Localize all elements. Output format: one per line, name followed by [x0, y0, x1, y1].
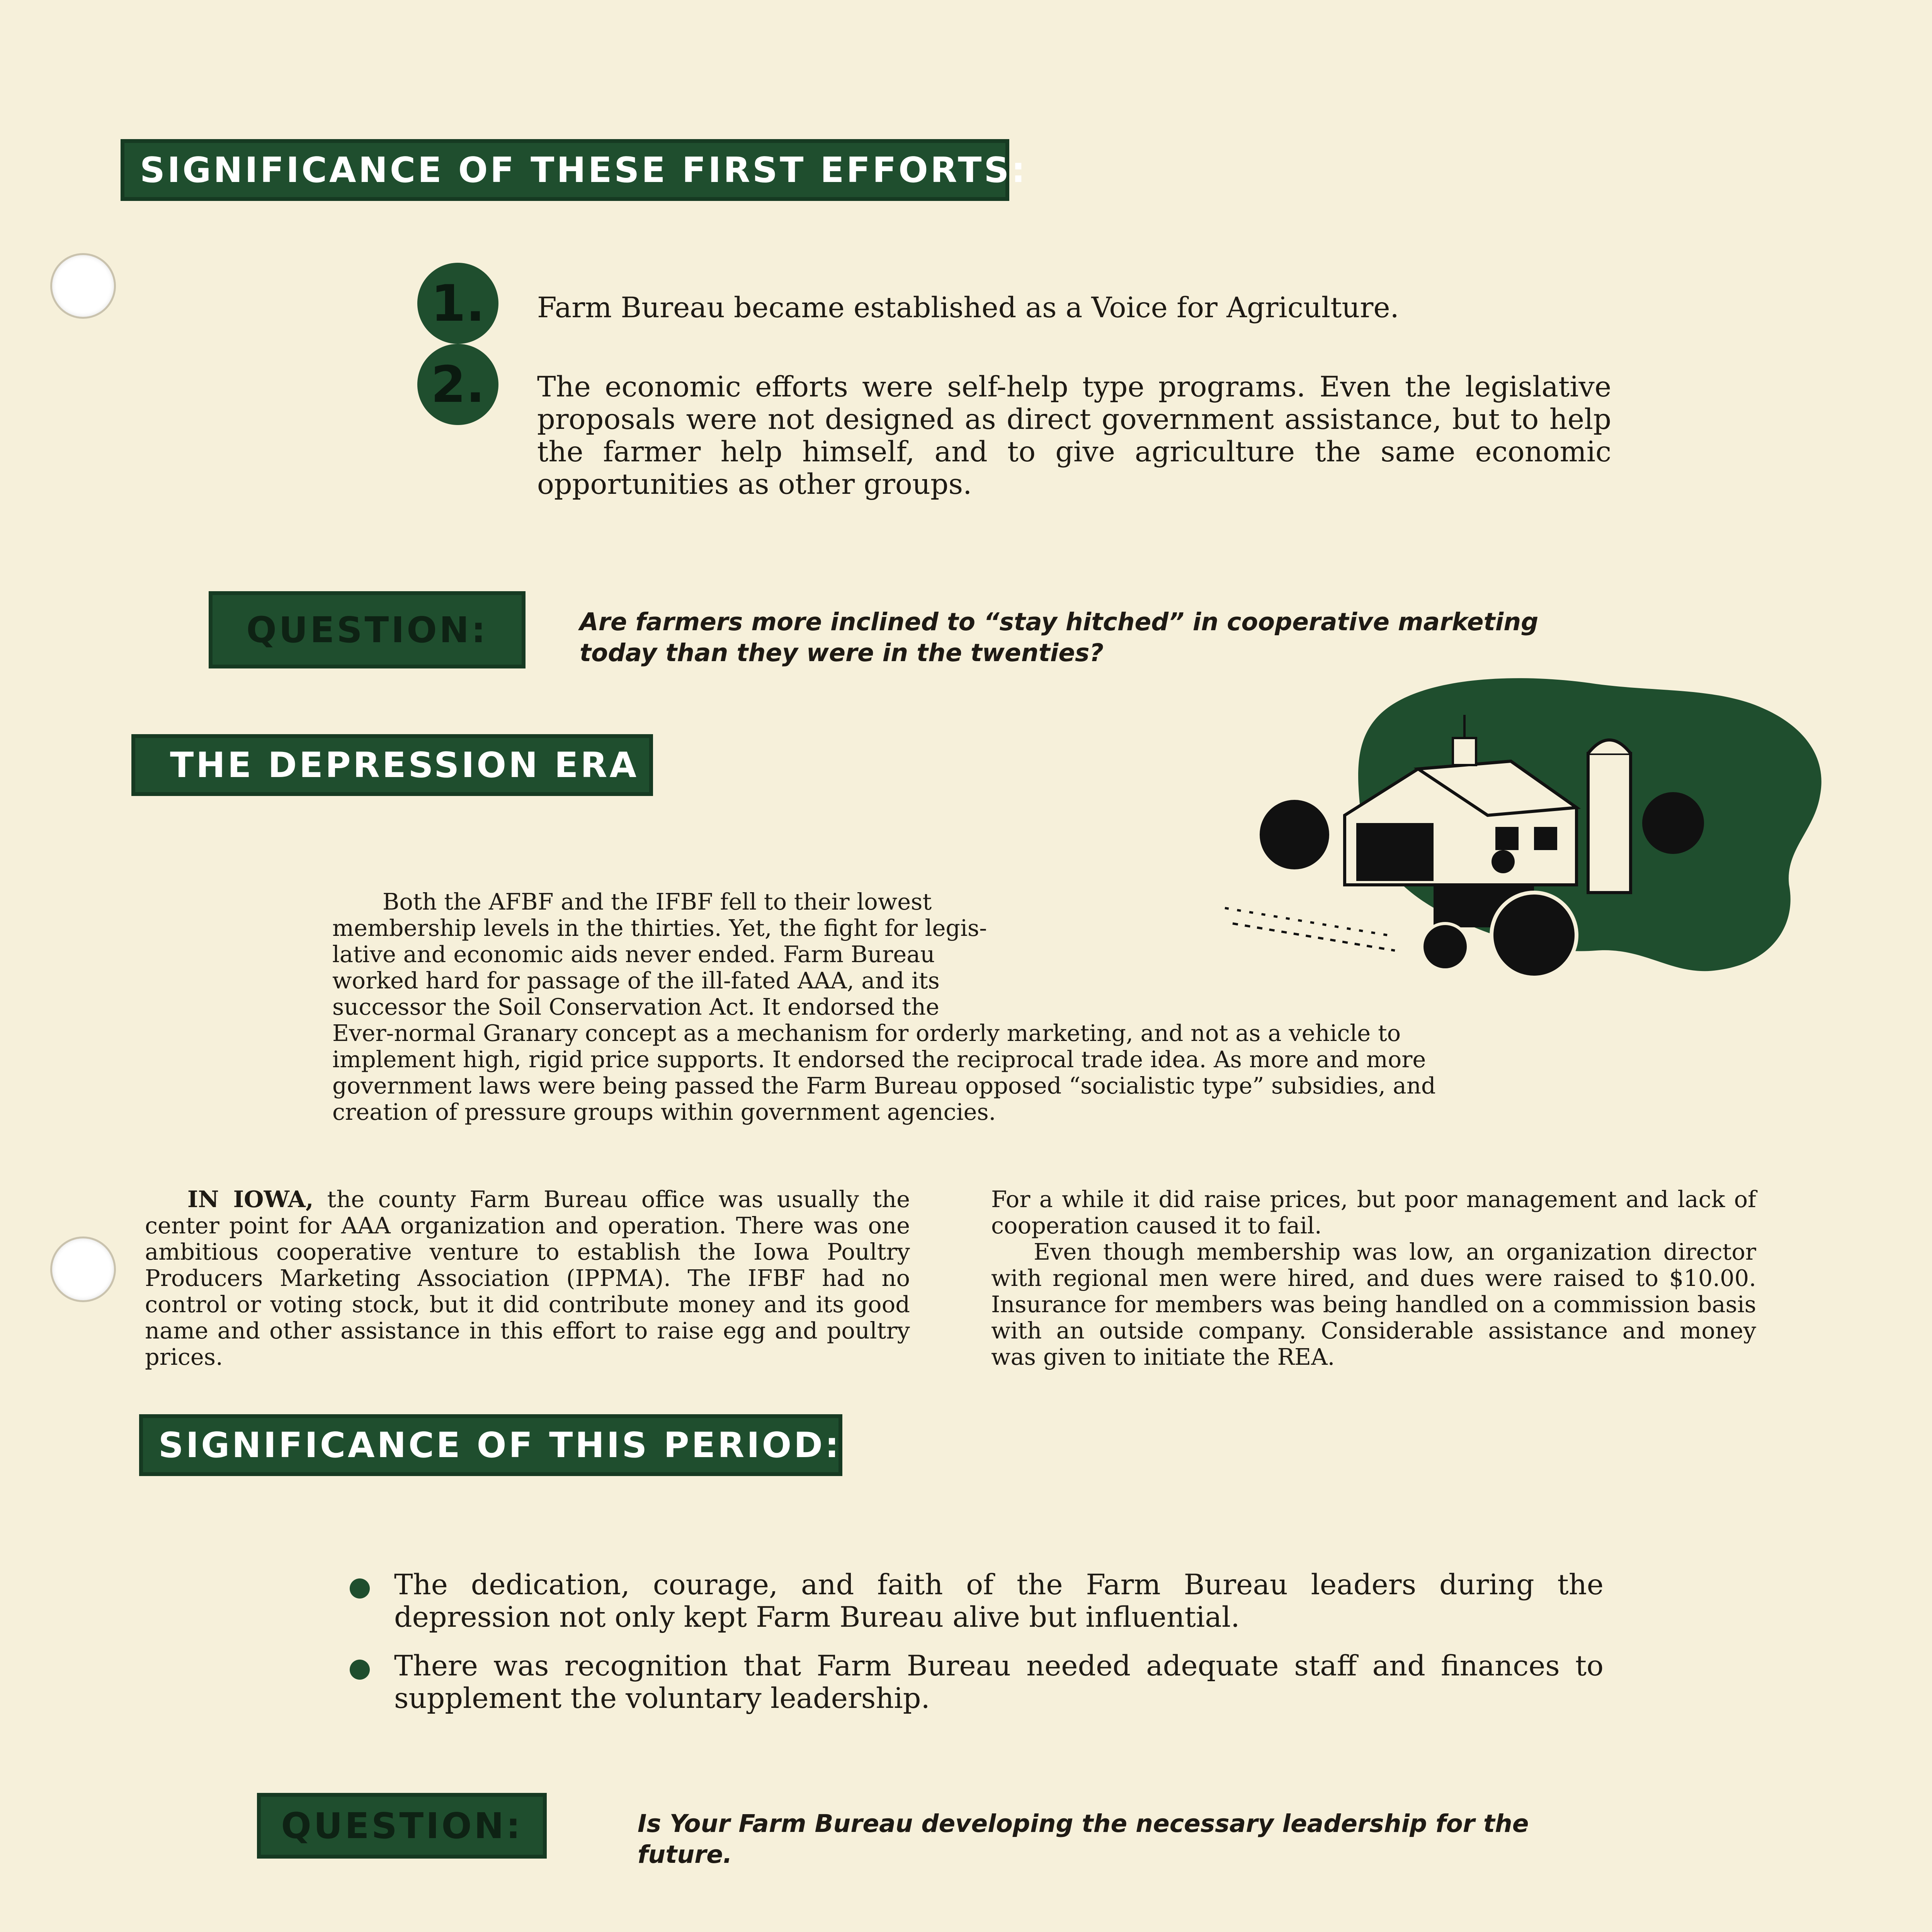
question-label-2	[257, 1793, 547, 1859]
iowa-left-text: the county Farm Bureau office was usually the center point for AAA organization and operation. There was one ambitious cooperative venture to establish the Iowa Poultry Producers Marketing Association (IPPMA). The IFBF had no control or voting stock, but it did contribute money and its good name and other assistance in this effort to raise egg and poultry prices.	[145, 1186, 910, 1370]
depression-line-7: implement high, rigid price supports. It endorsed the reciprocal trade idea. As more and more	[332, 1046, 1426, 1073]
heading-first-efforts	[121, 139, 1028, 201]
period-bullet-1: The dedication, courage, and faith of the Farm Bureau leaders during the depression not only kept Farm Bureau alive but influential.	[394, 1568, 1604, 1634]
heading-depression-era-text: THE DEPRESSION ERA	[170, 745, 639, 786]
first-effort-item-1: Farm Bureau became established as a Voice for Agriculture.	[537, 291, 1399, 324]
bullet-dot-1	[350, 1578, 370, 1599]
depression-line-3: lative and economic aids never ended. Farm Bureau	[332, 941, 935, 968]
first-effort-item-2: The economic efforts were self-help type programs. Even the legislative proposals were not designed as direct government assistance, but to help the farmer help himself, and to give agriculture the same economic opportunities as other groups.	[537, 371, 1611, 501]
number-2-label: 2.	[431, 355, 485, 414]
number-1-label: 1.	[431, 274, 485, 333]
question-1-text: Are farmers more inclined to “stay hitched” in cooperative marketing today than they were in the twenties?	[580, 608, 1539, 667]
iowa-right-text-1: For a while it did raise prices, but poor management and lack of cooperation caused it to fail.	[991, 1186, 1756, 1239]
heading-depression-era	[131, 734, 653, 796]
depression-line-5: successor the Soil Conservation Act. It endorsed the	[332, 993, 939, 1020]
iowa-left-column	[145, 1186, 910, 1370]
number-circle-2	[417, 344, 498, 425]
heading-first-efforts-text: SIGNIFICANCE OF THESE FIRST EFFORTS:	[140, 150, 1028, 190]
depression-era-paragraph	[332, 889, 1607, 1125]
depression-line-9: creation of pressure groups within government agencies.	[332, 1099, 996, 1125]
barn-door	[1356, 823, 1434, 881]
heading-this-period	[139, 1414, 842, 1476]
tree	[1260, 800, 1329, 869]
question-label-1	[209, 591, 526, 668]
depression-line-6: Ever-normal Granary concept as a mechanism for orderly marketing, and not as a vehicle to	[332, 1020, 1401, 1046]
heading-this-period-text: SIGNIFICANCE OF THIS PERIOD:	[158, 1425, 841, 1466]
question-2-text: Is Your Farm Bureau developing the necessary leadership for the future.	[638, 1810, 1529, 1869]
depression-line-4: worked hard for passage of the ill-fated AAA, and its	[332, 967, 940, 994]
bullet-dot-2	[350, 1660, 370, 1680]
question-label-2-text: QUESTION:	[281, 1805, 523, 1847]
depression-line-1: Both the AFBF and the IFBF fell to their lowest	[383, 888, 932, 915]
iowa-right-text-2: Even though membership was low, an organization director with regional men were hired, and dues were raised to $10.00. Insurance for members was being handled on a commission basis with an outside company. Considerable assistance and money was given to initiate the REA.	[991, 1238, 1756, 1370]
iowa-lead: IN IOWA,	[187, 1186, 314, 1213]
depression-line-8: government laws were being passed the Farm Bureau opposed “socialistic type” subsidies, and	[332, 1072, 1436, 1099]
number-circle-1	[417, 263, 498, 344]
silo	[1588, 753, 1631, 893]
binder-hole-top	[50, 253, 116, 319]
question-label-1-text: QUESTION:	[246, 609, 488, 651]
binder-hole-middle	[50, 1236, 116, 1302]
period-bullet-2: There was recognition that Farm Bureau needed adequate staff and finances to supplement the voluntary leadership.	[394, 1650, 1604, 1715]
depression-line-2: membership levels in the thirties. Yet, the fight for legis-	[332, 915, 987, 941]
iowa-right-column	[991, 1186, 1756, 1370]
